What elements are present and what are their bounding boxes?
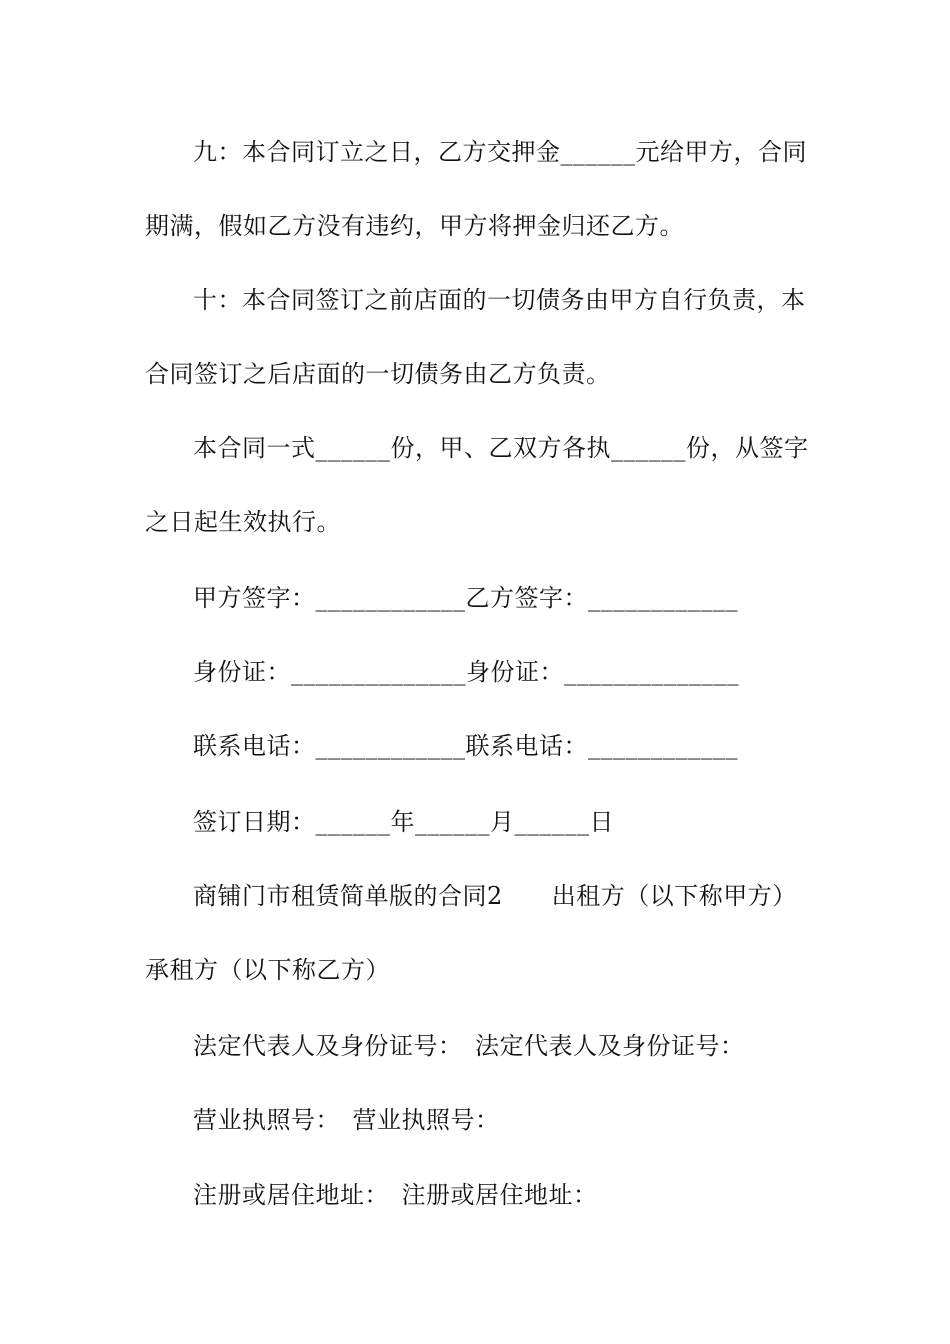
clause-nine-line-1: 九：本合同订立之日，乙方交押金______元给甲方，合同	[193, 138, 807, 166]
signature-line: 甲方签字：____________乙方签字：____________	[193, 584, 738, 612]
copies-line-1: 本合同一式______份，甲、乙双方各执______份，从签字	[193, 434, 809, 462]
clause-ten-line-1: 十：本合同签订之前店面的一切债务由甲方自行负责，本	[193, 286, 806, 314]
business-license-line: 营业执照号： 营业执照号：	[193, 1106, 500, 1134]
contract-2-heading: 商铺门市租赁简单版的合同2 出租方（以下称甲方）	[193, 882, 797, 910]
sign-date-line: 签订日期：______年______月______日	[193, 808, 614, 836]
address-line: 注册或居住地址： 注册或居住地址：	[193, 1181, 598, 1209]
clause-ten-line-2: 合同签订之后店面的一切债务由乙方负责。	[145, 360, 611, 388]
legal-rep-line: 法定代表人及身份证号： 法定代表人及身份证号：	[193, 1032, 745, 1060]
lessee-line: 承租方（以下称乙方）	[145, 956, 390, 984]
clause-nine-line-2: 期满，假如乙方没有违约，甲方将押金归还乙方。	[145, 212, 684, 240]
copies-line-2: 之日起生效执行。	[145, 508, 341, 536]
id-card-line: 身份证：______________身份证：______________	[193, 658, 739, 686]
phone-line: 联系电话：____________联系电话：____________	[193, 732, 738, 760]
